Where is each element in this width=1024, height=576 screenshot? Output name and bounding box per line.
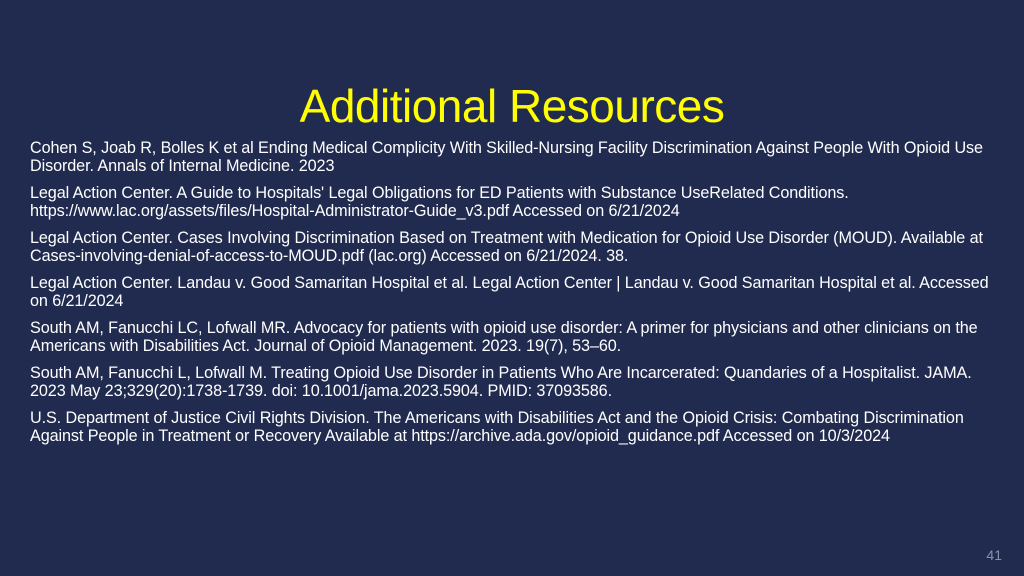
reference-list xyxy=(30,139,1006,454)
reference-item-south-advocacy: South AM, Fanucchi LC, Lofwall MR. Advocacy for patients with opioid use disorder: A primer for physicians and other clinicians on the Americans with Disabilities Act. Journal of Opioid Management. 2023. 19(7), 53–60. xyxy=(30,319,978,355)
reference-item-south-incarcerated: South AM, Fanucchi L, Lofwall M. Treating Opioid Use Disorder in Patients Who Are Incarcerated: Quandaries of a Hospitalist. JAMA. 2023 May 23;329(20):1738-1739. doi: 10.1001/jama.2023.5904. PMID: 37093586. xyxy=(30,364,972,400)
slide-title: Additional Resources xyxy=(299,80,725,132)
reference-item-cohen: Cohen S, Joab R, Bolles K et al Ending Medical Complicity With Skilled-Nursing Facility Discrimination Against People With Opioid Use Disorder. Annals of Internal Medicine. 2023 xyxy=(30,139,983,175)
slide-page-number: 41 xyxy=(986,547,1002,563)
reference-item-doj-ada: U.S. Department of Justice Civil Rights Division. The Americans with Disabilities Act and the Opioid Crisis: Combating Discrimination Against People in Treatment or Recovery Available at https://archive.ada.gov/opioid_guidance.pdf Accessed on 10/3/2024 xyxy=(30,409,964,445)
reference-item-lac-hospital-guide: Legal Action Center. A Guide to Hospitals' Legal Obligations for ED Patients with Substance UseRelated Conditions. https://www.lac.org/assets/files/Hospital-Administrator-Guide_v3.pdf Accessed on 6/21/2024 xyxy=(30,184,849,220)
reference-item-lac-moud-cases: Legal Action Center. Cases Involving Discrimination Based on Treatment with Medication for Opioid Use Disorder (MOUD). Available at Cases-involving-denial-of-access-to-MOUD.pdf (lac.org) Accessed on 6/21/2024. 38. xyxy=(30,229,983,265)
reference-item-lac-landau: Legal Action Center. Landau v. Good Samaritan Hospital et al. Legal Action Center | Landau v. Good Samaritan Hospital et al. Accessed on 6/21/2024 xyxy=(30,274,989,310)
